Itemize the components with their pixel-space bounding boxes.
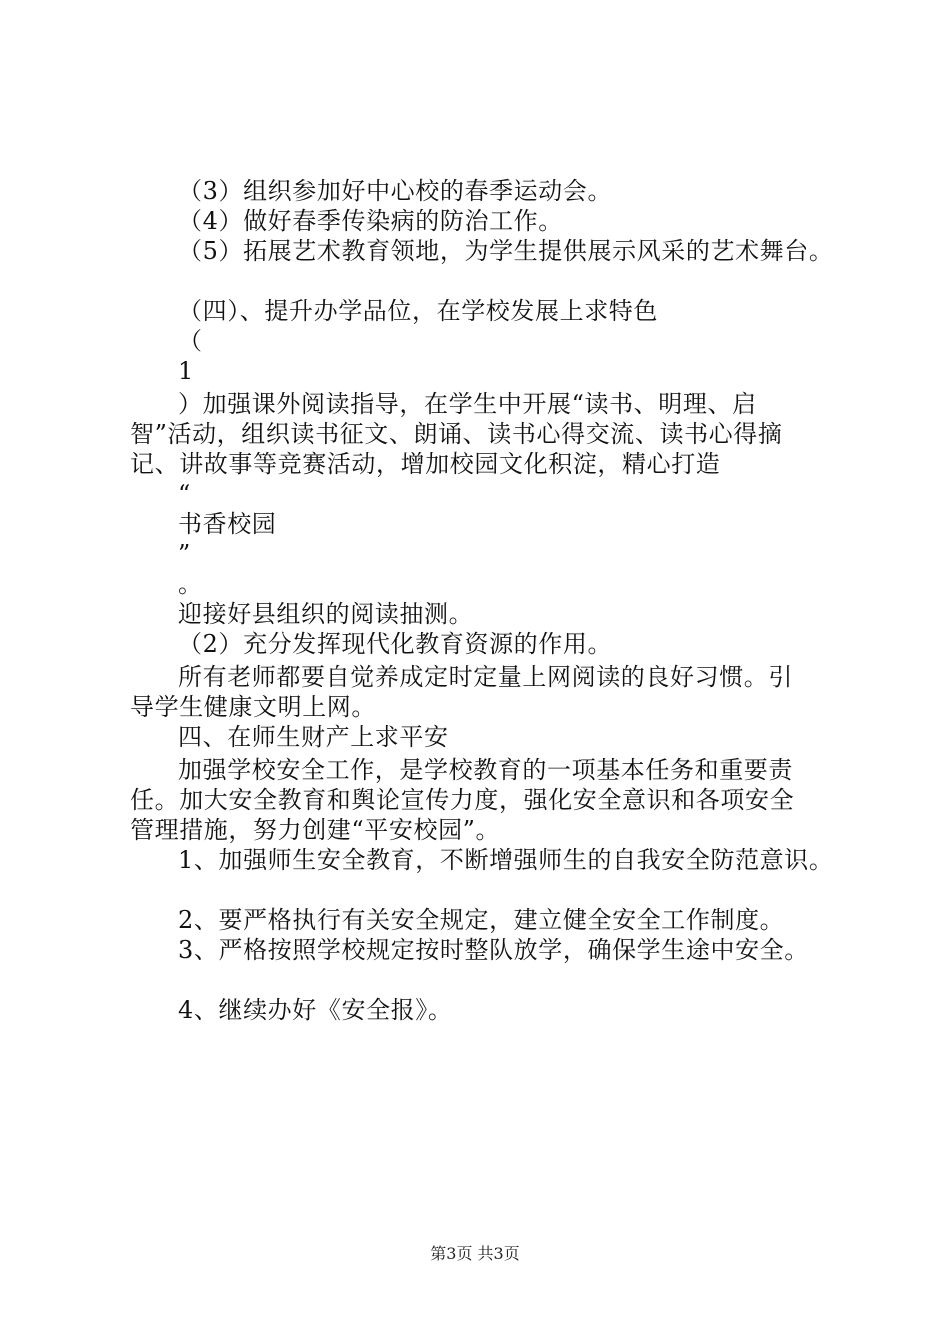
text-line-item-5: （5）拓展艺术教育领地，为学生提供展示风采的艺术舞台。	[178, 237, 834, 265]
text-line-item-4b: 4、继续办好《安全报》。	[178, 996, 453, 1024]
text-line-paragraph: （2）充分发挥现代化教育资源的作用。	[178, 630, 613, 658]
text-line-item-3: （3）组织参加好中心校的春季运动会。	[178, 177, 613, 205]
text-line-fragment: ”	[178, 540, 191, 568]
page-number-footer: 第3页 共3页	[430, 1244, 520, 1263]
text-line-paragraph: 智”活动，组织读书征文、朗诵、读书心得交流、读书心得摘	[130, 420, 783, 448]
text-line-paragraph: 所有老师都要自觉养成定时定量上网阅读的良好习惯。引	[178, 663, 793, 691]
text-line-paragraph: 记、讲故事等竞赛活动，增加校园文化积淀，精心打造	[130, 450, 721, 478]
text-line-item-3b: 3、严格按照学校规定按时整队放学，确保学生途中安全。	[178, 936, 809, 964]
text-line-fragment: （	[178, 327, 203, 355]
section-heading-4: （四）、提升办学品位，在学校发展上求特色	[178, 297, 658, 325]
section-heading-safety: 四、在师生财产上求平安	[178, 723, 449, 751]
text-line-paragraph: 任。加大安全教育和舆论宣传力度，强化安全意识和各项安全	[130, 786, 795, 814]
text-line-fragment: 。	[178, 570, 203, 598]
text-line-paragraph: ）加强课外阅读指导，在学生中开展“读书、明理、启	[178, 390, 757, 418]
text-line-paragraph: 加强学校安全工作，是学校教育的一项基本任务和重要责	[178, 756, 793, 784]
text-line-item-1: 1、加强师生安全教育，不断增强师生的自我安全防范意识。	[178, 846, 834, 874]
text-line-fragment: 1	[178, 357, 194, 385]
text-line-fragment: 书香校园	[178, 510, 277, 538]
text-line-paragraph: 管理措施，努力创建“平安校园”。	[130, 816, 501, 844]
text-line-item-4: （4）做好春季传染病的防治工作。	[178, 207, 563, 235]
text-line-paragraph: 迎接好县组织的阅读抽测。	[178, 600, 474, 628]
text-line-fragment: “	[178, 480, 191, 508]
text-line-paragraph: 导学生健康文明上网。	[130, 693, 376, 721]
text-line-item-2: 2、要严格执行有关安全规定，建立健全安全工作制度。	[178, 906, 785, 934]
